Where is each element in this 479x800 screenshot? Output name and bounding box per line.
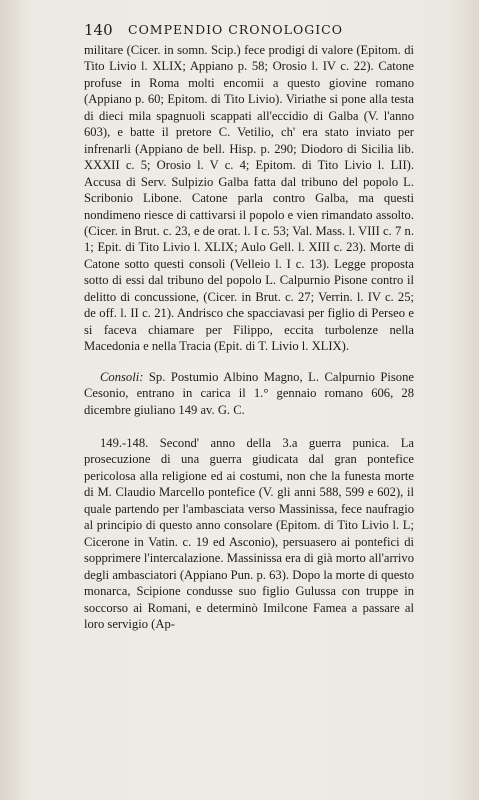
consuls-label: Consoli: — [100, 369, 144, 384]
running-title: COMPENDIO CRONOLOGICO — [128, 22, 343, 37]
paragraph-consuls — [84, 369, 414, 418]
paragraph-year-149-148: 149.-148. Second' anno della 3.a guerra punica. La prosecuzione di una guerra giudicata dal gran pontefice pericolosa alla religione ed ai costumi, non che la funesta morte di M. Claudio Marcello pontefice (V. gli anni 588, 599 e 602), il quale partendo per l'ambasciata verso Massinissa, fece naufragio al principio di questo anno consolare (Epitom. di Tito Livio l. L; Cicerone in Vatin. c. 19 ed Asconio), persuasero ai pontefici di sopprimere l'intercalazione. Massinissa era di già morto all'arrivo degli ambasciatori (Appiano Pun. p. 63). Dopo la morte di questo monarca, Scipione condusse suo figlio Gulussa con truppe in soccorso ai Romani, e determinò Imilcone Famea a passare al loro servigio (Ap- — [84, 435, 414, 631]
page-number: 140 — [84, 21, 113, 39]
consuls-text: Sp. Postumio Albino Magno, L. Calpurnio Pisone Cesonio, entrano in carica il 1.° gennaio romano 606, 28 dicembre giuliano 149 av. G. C. — [84, 369, 414, 417]
page-header — [84, 21, 410, 39]
paragraph-scipio-viriathe: militare (Cicer. in somn. Scip.) fece prodigi di valore (Epitom. di Tito Livio l. XLIX; Appiano p. 58; Orosio l. IV c. 22). Catone profuse in Roma molti encomii a questo giovine romano (Appiano p. 60; Epitom. di Tito Livio). Viriathe si pone alla testa di dieci mila spagnuoli scappati all'eccidio di Galba (V. l'anno 603), e batte il pretore C. Vetilio, ch' era stato inviato per infrenarli (Appiano de bell. Hisp. p. 290; Diodoro di Sicilia lib. XXXII c. 5; Orosio l. V c. 4; Epitom. di Tito Livio l. LII). Accusa di Serv. Sulpizio Galba fatta dal tribuno del popolo L. Scribonio Libone. Catone parla contro Galba, ma questi nondimeno riesce di cattivarsi il popolo e vien rimandato assolto. (Cicer. in Brut. c. 23, e de orat. l. I c. 53; Val. Mass. l. VIII c. 7 n. 1; Epit. di Tito Livio l. XLIX; Aulo Gell. l. XIII c. 23). Morte di Catone sotto questi consoli (Velleio l. I c. 13). Legge proposta sotto di essi dal tribuno del popolo L. Calpurnio Pisone contro il delitto di concussione, (Cicer. in Brut. c. 27; Verrin. l. IV c. 25; de off. l. II c. 21). Andrisco che spacciavasi per figlio di Perseo e si faceva chiamare per Filippo, eccita turbolenze nella Macedonia e nella Tracia (Epit. di T. Livio l. XLIX). — [84, 43, 414, 354]
page-body — [84, 42, 414, 632]
